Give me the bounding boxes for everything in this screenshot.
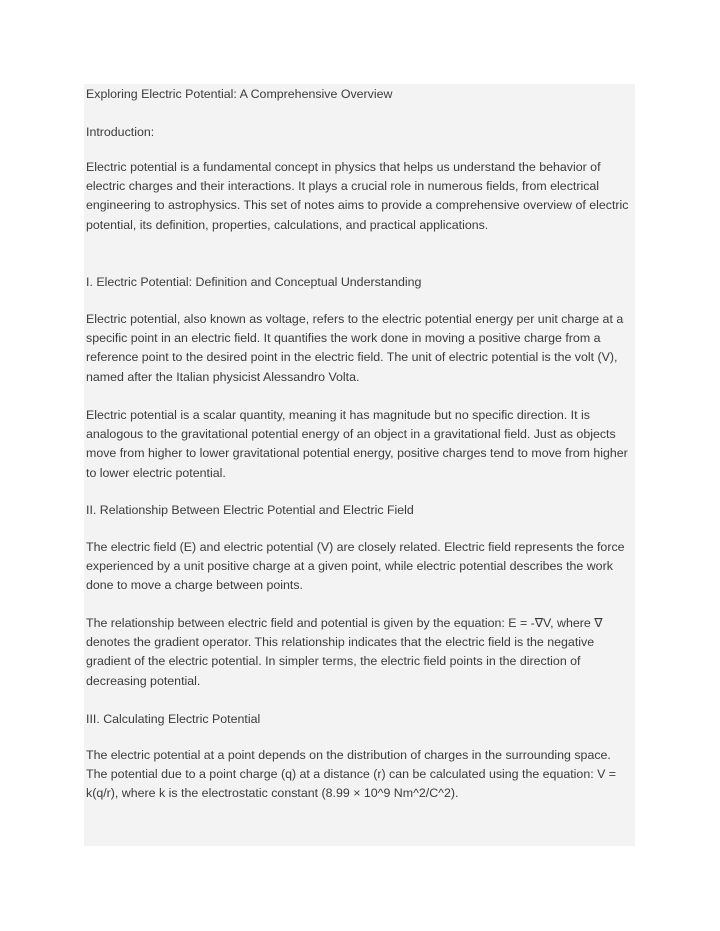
section-3-heading: III. Calculating Electric Potential xyxy=(86,712,261,726)
section-3-paragraph-1: The electric potential at a point depends on the distribution of charges in the surrounding space. The potential due to a point charge (q) at a distance (r) can be calculated using the equation: V = k(q/r), where k is the electrostatic constant (8.99 × 10^9 Nm^2/C^2). xyxy=(86,748,617,801)
section-2-heading: II. Relationship Between Electric Potential and Electric Field xyxy=(86,503,414,517)
section-2-paragraph-2: The relationship between electric field and potential is given by the equation: E = -∇V, where ∇ denotes the gradient operator. This relationship indicates that the electric field is the negative gradient of the electric potential. In simpler terms, the electric field points in the direction of decreasing potential. xyxy=(86,616,603,688)
section-1-heading: I. Electric Potential: Definition and Conceptual Understanding xyxy=(86,275,422,289)
intro-heading: Introduction: xyxy=(86,125,155,139)
section-1-paragraph-1: Electric potential, also known as voltage, refers to the electric potential energy per unit charge at a specific point in an electric field. It quantifies the work done in moving a positive charge from a reference point to the desired point in the electric field. The unit of electric potential is the volt (V), named after the Italian physicist Alessandro Volta. xyxy=(86,312,624,384)
section-1-paragraph-2: Electric potential is a scalar quantity, meaning it has magnitude but no specific direction. It is analogous to the gravitational potential energy of an object in a gravitational field. Just as objects move from higher to lower gravitational potential energy, positive charges tend to move from higher to lower electric potential. xyxy=(86,408,628,480)
intro-paragraph: Electric potential is a fundamental concept in physics that helps us understand the behavior of electric charges and their interactions. It plays a crucial role in numerous fields, from electrical engineering to astrophysics. This set of notes aims to provide a comprehensive overview of electric potential, its definition, properties, calculations, and practical applications. xyxy=(86,160,629,232)
document-page xyxy=(84,84,635,846)
document-title: Exploring Electric Potential: A Comprehensive Overview xyxy=(86,87,393,101)
section-2-paragraph-1: The electric field (E) and electric potential (V) are closely related. Electric field represents the force experienced by a unit positive charge at a given point, while electric potential describes the work done to move a charge between points. xyxy=(86,540,625,593)
